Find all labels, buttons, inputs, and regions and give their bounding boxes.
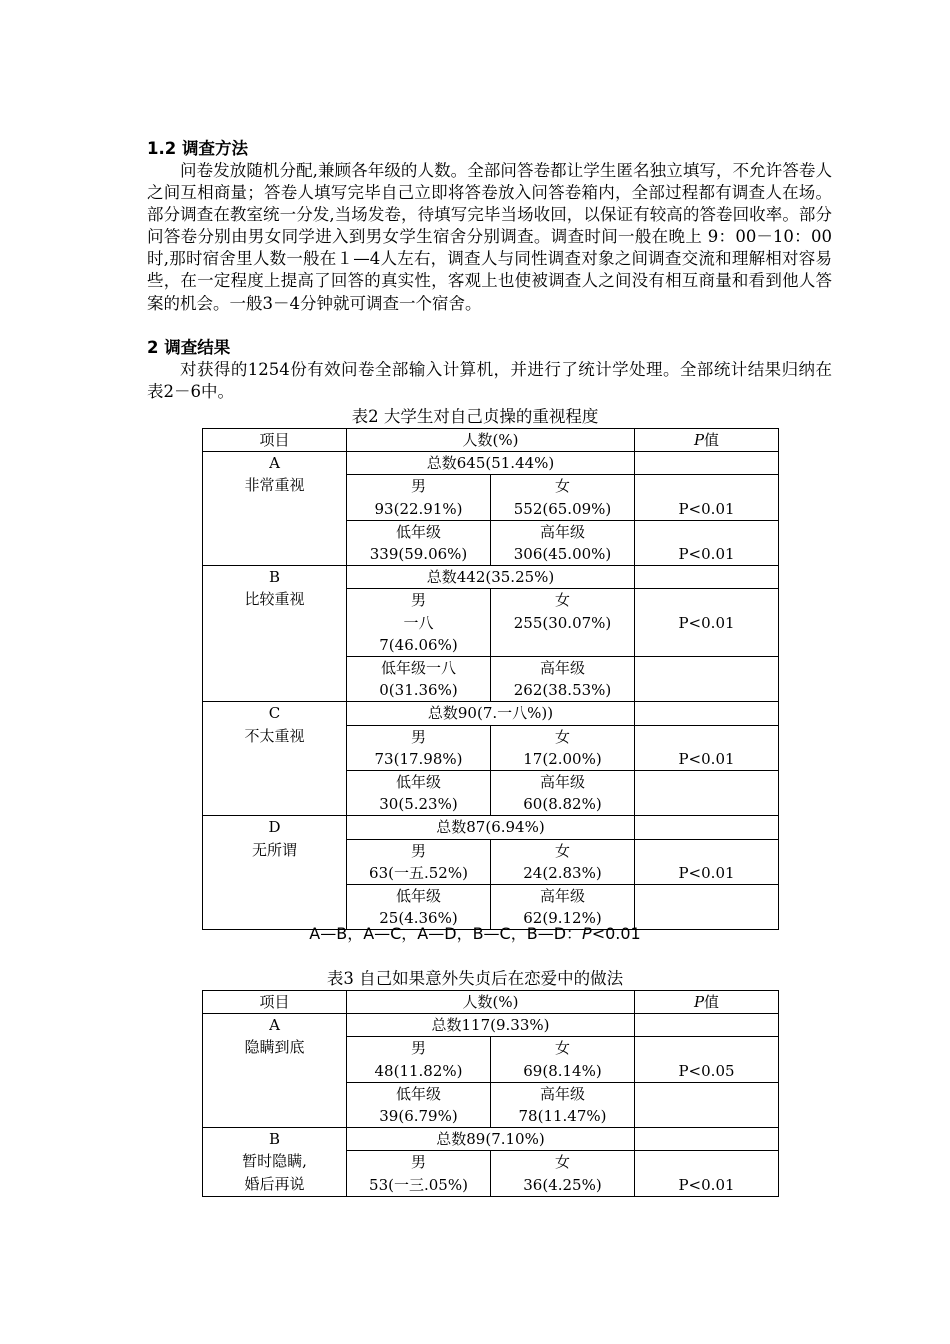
- table2-group-d-low: 低年级 25(4.36%): [347, 885, 491, 930]
- table2-group-a-high: 高年级 306(45.00%): [491, 520, 635, 565]
- table2-group-c-male: 男 73(17.98%): [347, 725, 491, 770]
- table2-group-c-total: 总数90(7.一八%)): [347, 702, 635, 725]
- table3-caption: 表3 自己如果意外失贞后在恋爱中的做法: [326, 969, 624, 988]
- table2-group-c-high: 高年级 60(8.82%): [491, 771, 635, 816]
- table3-group-a-female: 女 69(8.14%): [491, 1037, 635, 1082]
- table-row: [203, 1014, 779, 1037]
- table2-group-d-total: 总数87(6.94%): [347, 816, 635, 839]
- table2-group-d-p-sex: P<0.01: [635, 839, 779, 884]
- table2-group-b-male: 男 一八 7(46.06%): [347, 589, 491, 657]
- table3-group-a-total: 总数117(9.33%): [347, 1014, 635, 1037]
- table-row: [203, 452, 779, 475]
- table2-group-d-label: D 无所谓: [203, 816, 347, 930]
- table2-group-c-p-grade: [635, 771, 779, 816]
- section-2-paragraph: 对获得的1254份有效问卷全部输入计算机，并进行了统计学处理。全部统计结果归纳在表2－6中。: [147, 360, 832, 402]
- table2-group-b-p-sex: P<0.01: [635, 589, 779, 657]
- table2-group-a-p-grade: P<0.01: [635, 520, 779, 565]
- table-row: [203, 1128, 779, 1151]
- table2-group-b-p-grade: [635, 657, 779, 702]
- table2: [202, 428, 779, 930]
- table2-group-b-female: 女 255(30.07%): [491, 589, 635, 657]
- table3-group-a-low: 低年级 39(6.79%): [347, 1082, 491, 1127]
- table3: [202, 990, 779, 1197]
- table3-group-a-male: 男 48(11.82%): [347, 1037, 491, 1082]
- table2-group-a-female: 女 552(65.09%): [491, 475, 635, 520]
- table2-group-a-p-sex: P<0.01: [635, 475, 779, 520]
- table2-group-c-p-sex: P<0.01: [635, 725, 779, 770]
- table2-header-row: [203, 429, 779, 452]
- table3-group-a-p-sex: P<0.05: [635, 1037, 779, 1082]
- table3-group-b-total: 总数89(7.10%): [347, 1128, 635, 1151]
- table2-group-c-label: C 不太重视: [203, 702, 347, 816]
- table3-header-count: 人数(%): [347, 991, 635, 1014]
- section-heading-1-2: 1.2 调查方法: [147, 139, 248, 158]
- table3-header-row: [203, 991, 779, 1014]
- table3-group-b-p-sex: P<0.01: [635, 1151, 779, 1196]
- table2-group-d-high: 高年级 62(9.12%): [491, 885, 635, 930]
- table2-group-b-total: 总数442(35.25%): [347, 566, 635, 589]
- table2-significance-note: A—B，A—C，A—D，B—C，B—D：P<0.01: [309, 924, 641, 943]
- table2-header-count: 人数(%): [347, 429, 635, 452]
- table2-group-a-label: A 非常重视: [203, 452, 347, 566]
- table2-group-b-label: B 比较重视: [203, 566, 347, 702]
- table3-group-b-male: 男 53(一三.05%): [347, 1151, 491, 1196]
- table2-group-c-female: 女 17(2.00%): [491, 725, 635, 770]
- table-row: [203, 702, 779, 725]
- table-row: [203, 566, 779, 589]
- table3-group-b-label: B 暂时隐瞒, 婚后再说: [203, 1128, 347, 1197]
- table2-header-p: P值: [635, 429, 779, 452]
- table2-group-d-female: 女 24(2.83%): [491, 839, 635, 884]
- table3-header-p: P值: [635, 991, 779, 1014]
- table3-header-item: 项目: [203, 991, 347, 1014]
- table2-header-item: 项目: [203, 429, 347, 452]
- table3-group-a-p-grade: [635, 1082, 779, 1127]
- table2-group-a-low: 低年级 339(59.06%): [347, 520, 491, 565]
- table2-group-d-male: 男 63(一五.52%): [347, 839, 491, 884]
- table2-group-c-low: 低年级 30(5.23%): [347, 771, 491, 816]
- table2-group-a-total: 总数645(51.44%): [347, 452, 635, 475]
- table3-group-a-high: 高年级 78(11.47%): [491, 1082, 635, 1127]
- table2-group-a-male: 男 93(22.91%): [347, 475, 491, 520]
- table-row: [203, 816, 779, 839]
- table2-group-b-low: 低年级一八 0(31.36%): [347, 657, 491, 702]
- table2-caption: 表2 大学生对自己贞操的重视程度: [351, 407, 599, 426]
- section-heading-2: 2 调查结果: [147, 338, 231, 357]
- table3-group-b-female: 女 36(4.25%): [491, 1151, 635, 1196]
- table2-group-b-high: 高年级 262(38.53%): [491, 657, 635, 702]
- table3-group-a-label: A 隐瞒到底: [203, 1014, 347, 1128]
- section-1-2-paragraph: 问卷发放随机分配,兼顾各年级的人数。全部问答卷都让学生匿名独立填写，不允许答卷人之间互相商量；答卷人填写完毕自己立即将答卷放入问答卷箱内，全部过程都有调查人在场。部分调查在教室统一分发,当场发卷，待填写完毕当场收回，以保证有较高的答卷回收率。部分问答卷分别由男女同学进入到男女学生宿舍分别调查。调查时间一般在晚上 9：00－10：00时,那时宿舍里人数一般在１—4人左右，调查人与同性调查对象之间调查交流和理解相对容易些，在一定程度上提高了回答的真实性，客观上也使被调查人之间没有相互商量和看到他人答案的机会。一般3－4分钟就可调查一个宿舍。: [147, 161, 832, 313]
